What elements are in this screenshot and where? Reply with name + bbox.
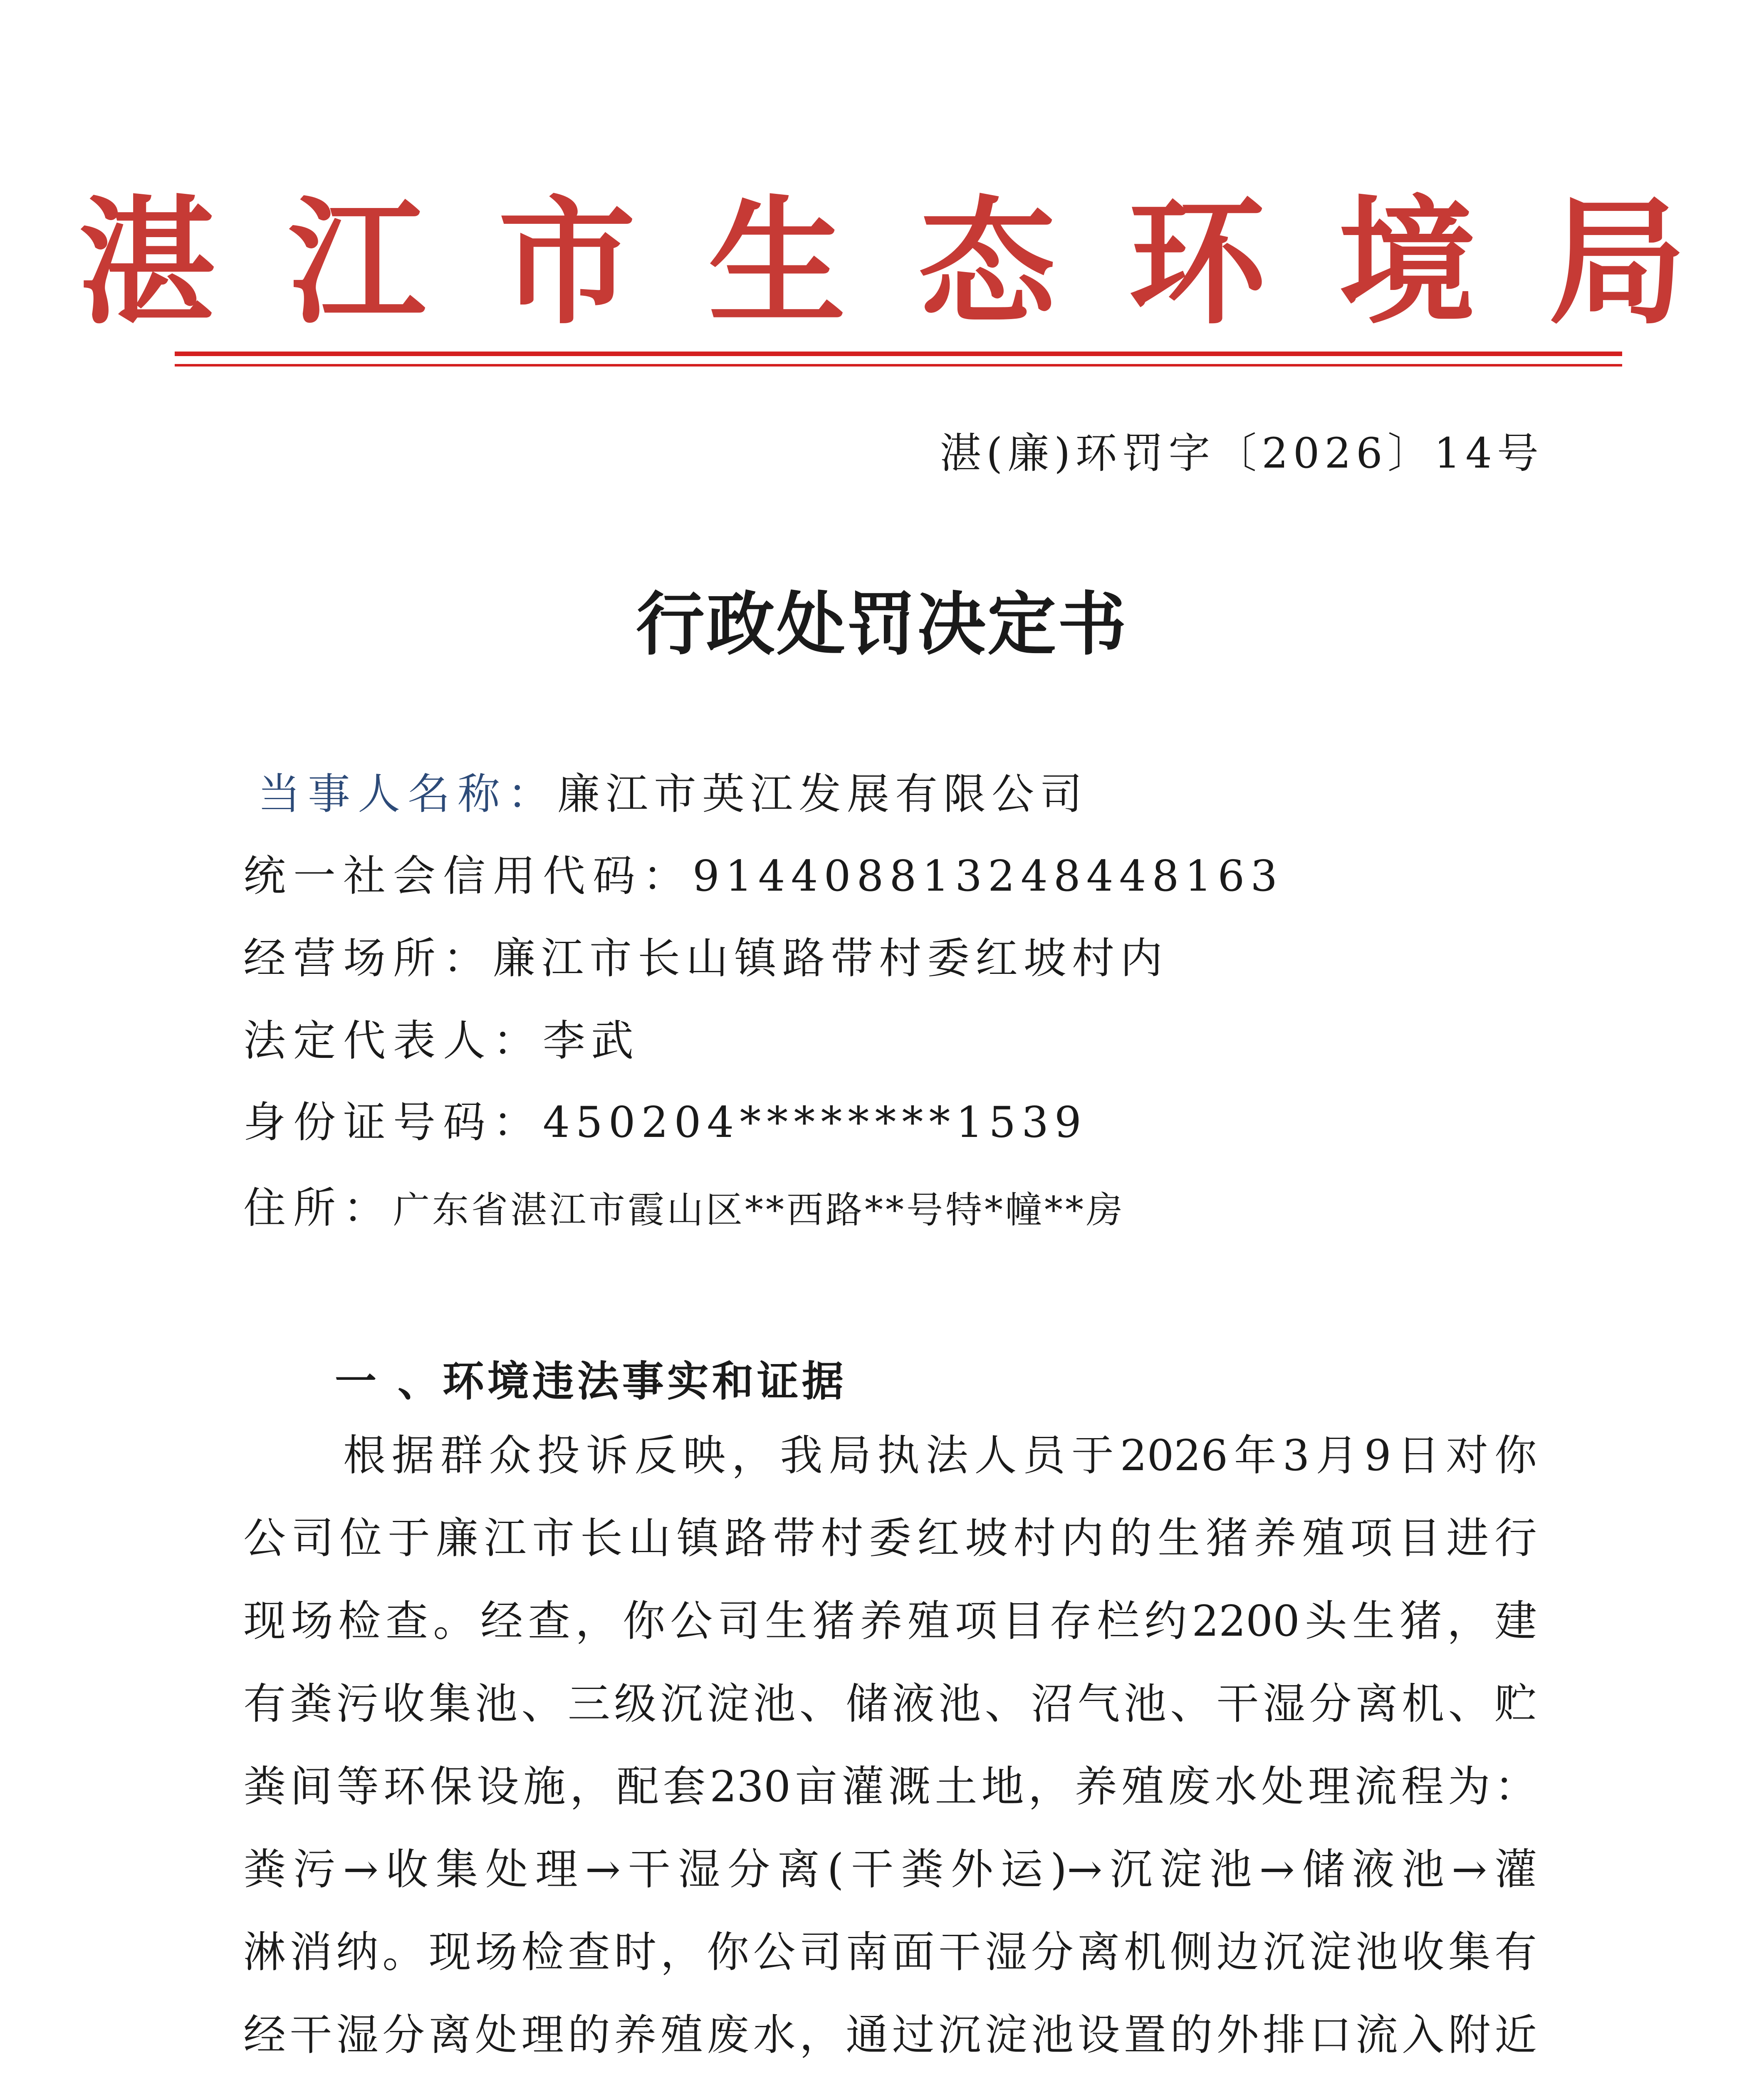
body-line: 粪间等环保设施，配套230亩灌溉土地，养殖废水处理流程为： bbox=[243, 1762, 1537, 1812]
section-heading-violation-facts: 一 、环境违法事实和证据 bbox=[335, 1357, 847, 1406]
body-line: 公司位于廉江市长山镇路带村委红坡村内的生猪养殖项目进行 bbox=[243, 1514, 1537, 1563]
credit-code-value: 914408813248448163 bbox=[693, 852, 1284, 901]
letterhead-rule-thick bbox=[175, 352, 1622, 356]
document-title: 行政处罚决定书 bbox=[636, 584, 1128, 664]
legal-rep-line bbox=[243, 1010, 639, 1072]
body-line: 经干湿分离处理的养殖废水，通过沉淀池设置的外排口流入附近 bbox=[243, 2011, 1537, 2060]
letterhead-rule-thin bbox=[175, 364, 1622, 366]
party-name-value: 廉江市英江发展有限公司 bbox=[557, 770, 1088, 819]
party-name-label: 当事人名称： bbox=[258, 770, 557, 819]
business-place-label: 经营场所： bbox=[243, 934, 493, 983]
body-line: 现场检查。经查，你公司生猪养殖项目存栏约2200头生猪，建 bbox=[243, 1597, 1537, 1646]
business-place-line bbox=[243, 928, 1168, 990]
address-label: 住所： bbox=[243, 1184, 393, 1233]
party-name-line bbox=[258, 763, 1088, 826]
id-number-label: 身份证号码： bbox=[243, 1098, 543, 1147]
business-place-value: 廉江市长山镇路带村委红坡村内 bbox=[493, 934, 1168, 983]
credit-code-label: 统一社会信用代码： bbox=[243, 852, 693, 901]
id-number-line bbox=[243, 1092, 1087, 1154]
legal-rep-value: 李武 bbox=[543, 1016, 639, 1066]
document-number: 湛(廉)环罚字〔2026〕14号 bbox=[940, 429, 1544, 478]
body-line: 淋消纳。现场检查时，你公司南面干湿分离机侧边沉淀池收集有 bbox=[243, 1928, 1537, 1977]
body-line: 有粪污收集池、三级沉淀池、储液池、沼气池、干湿分离机、贮 bbox=[243, 1679, 1537, 1729]
address-value: 广东省湛江市霞山区**西路**号特*幢**房 bbox=[393, 1189, 1126, 1231]
legal-rep-label: 法定代表人： bbox=[243, 1016, 543, 1066]
letterhead-double-rule bbox=[175, 352, 1622, 372]
body-line: 根据群众投诉反映，我局执法人员于2026年3月9日对你 bbox=[343, 1431, 1537, 1481]
id-number-value: 450204********1539 bbox=[543, 1098, 1087, 1147]
letterhead-title: 湛江市生态环境局 bbox=[78, 181, 1759, 343]
credit-code-line bbox=[243, 845, 1283, 908]
body-line: 粪污→收集处理→干湿分离(干粪外运)→沉淀池→储液池→灌 bbox=[243, 1845, 1537, 1894]
address-line bbox=[243, 1177, 1125, 1241]
